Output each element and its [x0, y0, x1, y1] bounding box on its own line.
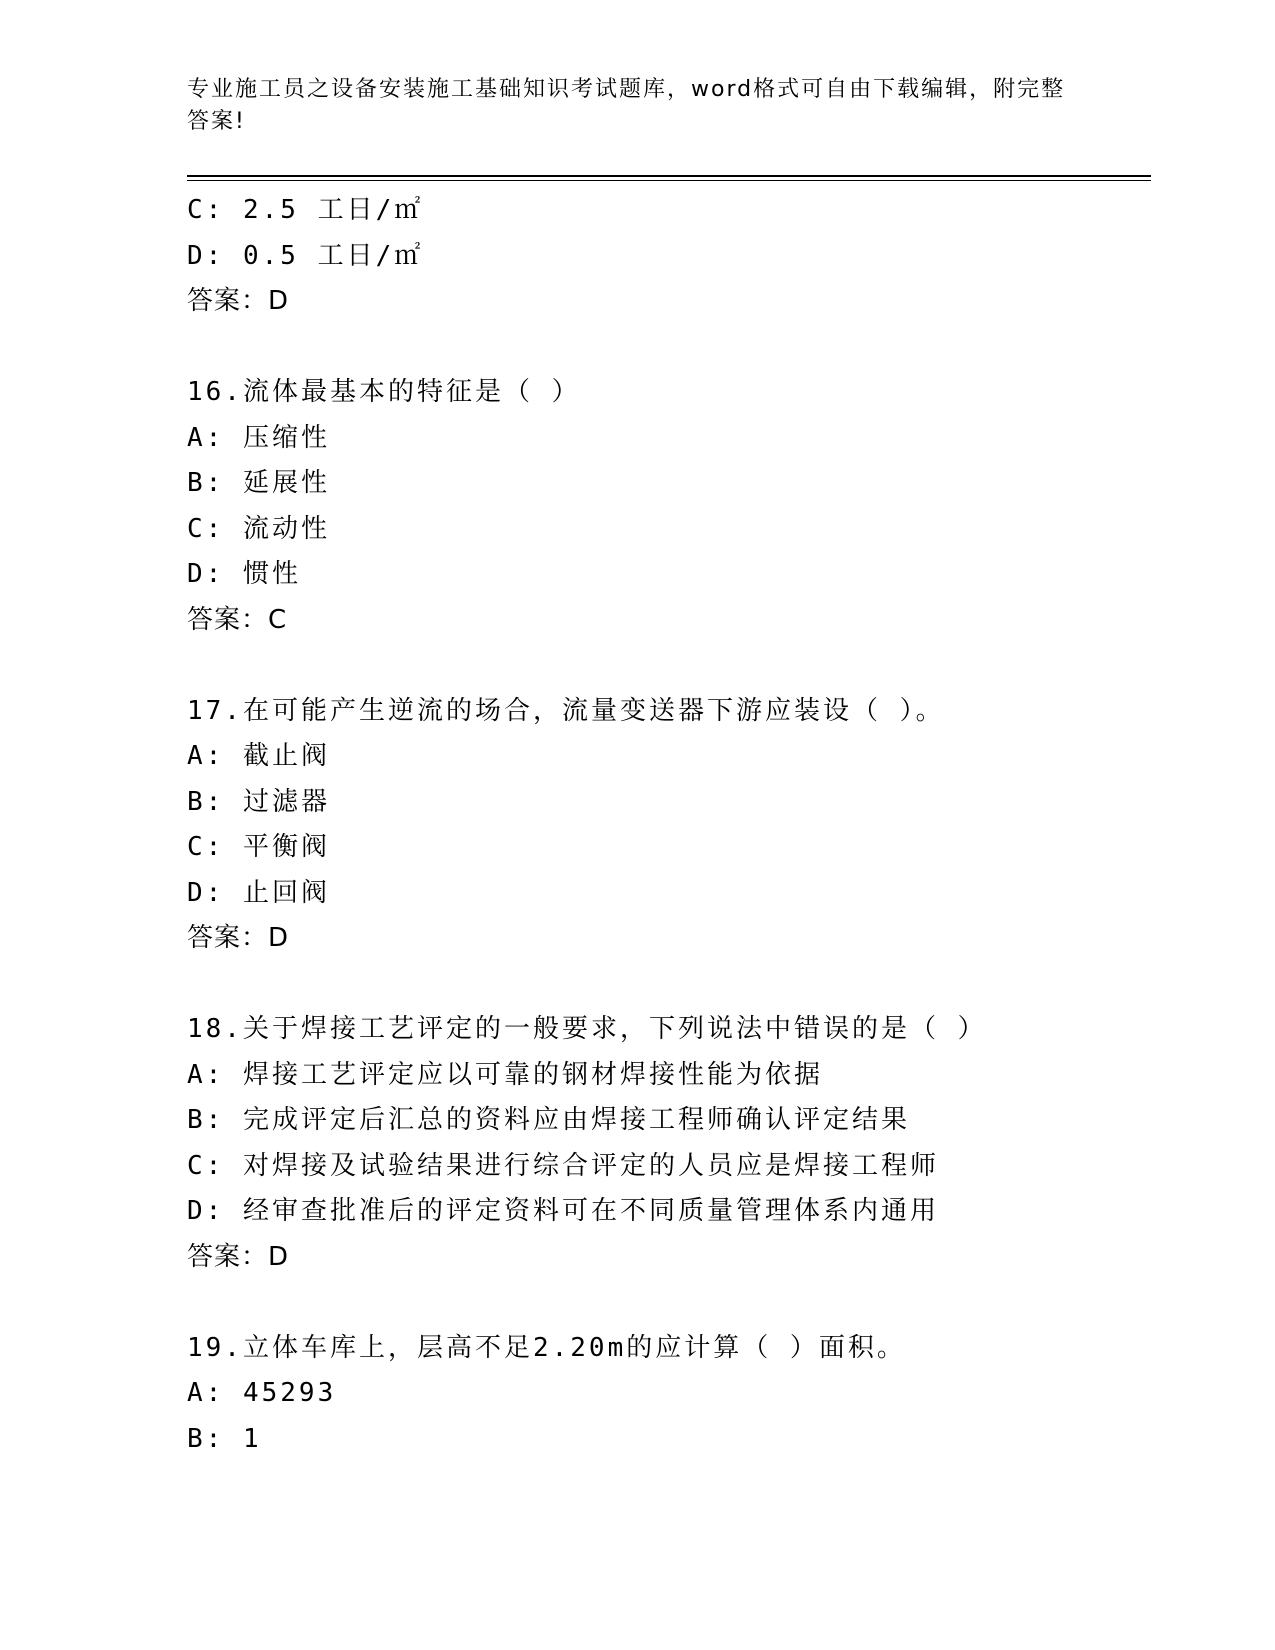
question-19: [187, 1326, 1151, 1463]
answer-text: 答案：D: [187, 923, 290, 953]
header-divider-thin: [187, 180, 1151, 181]
question-text: 18.关于焊接工艺评定的一般要求，下列说法中错误的是（ ）: [187, 1014, 987, 1044]
question-text: 19.立体车库上，层高不足2.20m的应计算（ ）面积。: [187, 1332, 906, 1363]
spacer: [187, 962, 1151, 1008]
option-d: D: 0.5 工日/㎡: [187, 240, 424, 271]
option-c: C: 对焊接及试验结果进行综合评定的人员应是焊接工程师: [187, 1150, 939, 1181]
option-a: A: 压缩性: [187, 422, 330, 453]
answer-text: 答案：D: [187, 1241, 290, 1272]
question-text: 17.在可能产生逆流的场合，流量变送器下游应装设（ ）。: [187, 695, 945, 726]
option-a: A: 焊接工艺评定应以可靠的钢材焊接性能为依据: [187, 1059, 823, 1090]
question-fragment: [187, 188, 1151, 325]
answer-text: 答案：C: [187, 604, 288, 635]
option-b: B: 延展性: [187, 468, 330, 498]
answer-text: 答案：D: [187, 286, 290, 316]
question-16: [187, 370, 1151, 643]
document-header: 专业施工员之设备安装施工基础知识考试题库，word格式可自由下载编辑，附完整答案!: [187, 77, 1066, 134]
option-c: C: 平衡阀: [187, 832, 330, 862]
header-divider-thick: [187, 175, 1151, 177]
option-c: C: 2.5 工日/㎡: [187, 195, 424, 225]
option-b: B: 1: [187, 1423, 262, 1454]
option-a: A: 截止阀: [187, 741, 330, 771]
option-b: B: 完成评定后汇总的资料应由焊接工程师确认评定结果: [187, 1105, 910, 1135]
option-b: B: 过滤器: [187, 786, 330, 817]
option-d: D: 经审查批准后的评定资料可在不同质量管理体系内通用: [187, 1196, 939, 1226]
option-a: A: 45293: [187, 1378, 337, 1408]
option-d: D: 止回阀: [187, 877, 330, 908]
question-list: [187, 188, 1151, 1462]
spacer: [187, 1280, 1151, 1326]
spacer: [187, 643, 1151, 689]
question-18: [187, 1007, 1151, 1280]
spacer: [187, 325, 1151, 371]
question-text: 16.流体最基本的特征是（ ）: [187, 377, 581, 407]
question-17: [187, 689, 1151, 962]
option-c: C: 流动性: [187, 513, 330, 544]
option-d: D: 惯性: [187, 559, 301, 589]
